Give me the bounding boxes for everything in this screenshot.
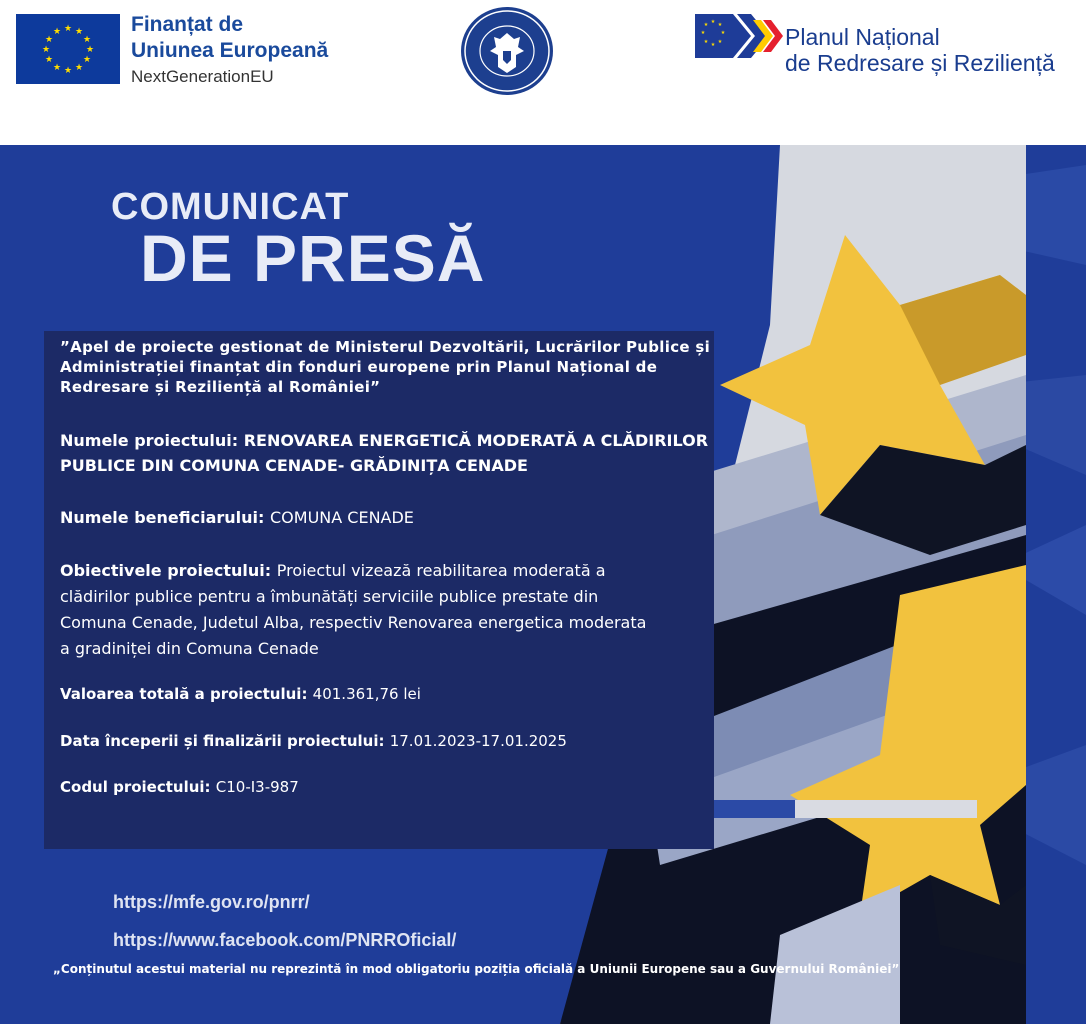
svg-text:★: ★ [82,35,92,45]
pnrr-title-line1: Planul Național [785,24,940,50]
project-code-value: C10-I3-987 [215,778,299,796]
mfe-link[interactable]: https://mfe.gov.ro/pnrr/ [113,892,310,912]
project-code [60,777,299,797]
svg-text:★: ★ [52,27,62,37]
svg-text:★: ★ [74,63,84,73]
svg-text:★: ★ [63,24,73,34]
eu-funding-line1: Finanțat de [131,13,244,36]
eu-flag-icon [16,14,120,84]
svg-text:★: ★ [44,35,54,45]
objectives [60,558,660,662]
svg-text:★: ★ [44,55,54,65]
pnrr-logo-icon [693,12,785,62]
svg-text:★: ★ [63,66,73,76]
svg-text:★: ★ [710,42,716,48]
total-value-label: Valoarea totală a proiectului: [60,685,313,703]
beneficiary [60,507,414,529]
project-name [60,428,720,478]
title-line2: DE PRESĂ [140,221,486,295]
svg-text:★: ★ [703,39,709,45]
objectives-label: Obiectivele proiectului: [60,561,277,580]
project-name-label: Numele proiectului: [60,431,244,450]
svg-text:★: ★ [703,22,709,28]
header [0,0,1086,112]
total-value [60,684,421,704]
svg-text:★: ★ [74,27,84,37]
svg-text:★: ★ [52,63,62,73]
project-dates-value: 17.01.2023-17.01.2025 [389,732,567,750]
beneficiary-value: COMUNA CENADE [270,508,414,527]
beneficiary-label: Numele beneficiarului: [60,508,270,527]
svg-text:★: ★ [720,30,726,36]
svg-text:★: ★ [717,39,723,45]
project-dates-label: Data începerii și finalizării proiectului: [60,732,390,750]
title-line1: COMUNICAT [111,186,350,228]
svg-text:★: ★ [710,19,716,25]
project-dates [60,731,567,751]
eu-funding-line3: NextGenerationEU [131,67,274,86]
total-value-amount: 401.361,76 lei [312,685,421,703]
svg-text:★: ★ [717,22,723,28]
facebook-link[interactable]: https://www.facebook.com/PNRROficial/ [113,930,457,950]
objectives-value: Proiectul vizează reabilitarea moderată a clădirilor publice pentru a îmbunătăți serviciile publice prestate din Comuna Cenade, Judetul Alba, respectiv Renovarea energetica moderata a gradiniței din Comuna Cenade [60,561,647,658]
project-name-value: RENOVAREA ENERGETICĂ MODERATĂ A CLĂDIRILOR PUBLICE DIN COMUNA CENADE- GRĂDINIȚA CENADE [60,431,709,475]
svg-text:★: ★ [700,30,706,36]
call-intro: ”Apel de proiecte gestionat de Ministerul Dezvoltării, Lucrărilor Publice și Administrației finanțat din fonduri europene prin Planul Național de Redresare și Reziliență al României” [60,338,711,396]
svg-text:★: ★ [41,45,51,55]
disclaimer: „Conținutul acestui material nu reprezintă în mod obligatoriu poziția oficială a Uniunii Europene sau a Guvernului României” [53,962,900,976]
svg-text:★: ★ [82,55,92,65]
eu-funding-line2: Uniunea Europeană [131,39,329,62]
svg-text:★: ★ [85,45,95,55]
government-seal-icon [458,5,556,97]
pnrr-title-line2: de Redresare și Reziliență [785,50,1055,76]
project-code-label: Codul proiectului: [60,778,216,796]
